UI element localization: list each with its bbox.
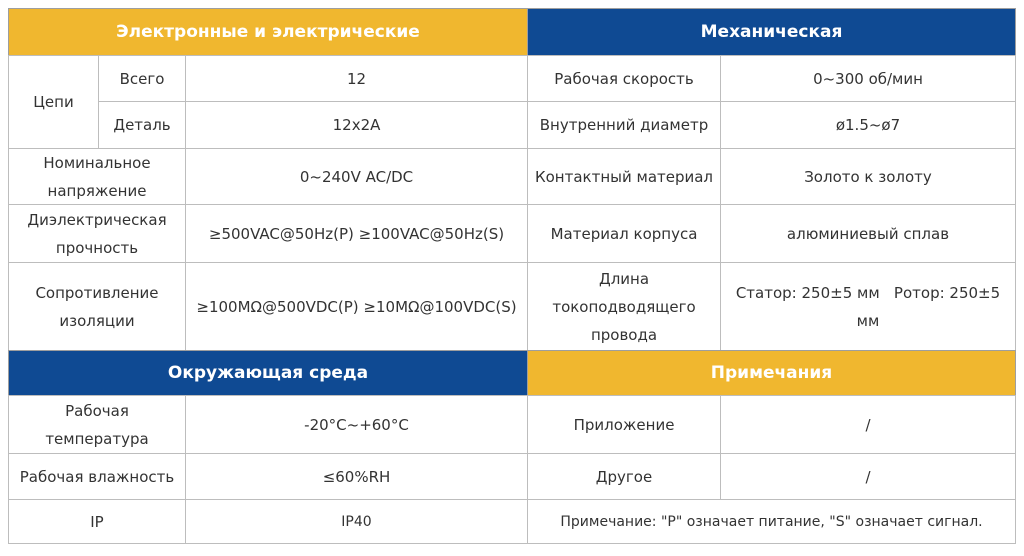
- application-label: Приложение: [527, 395, 721, 454]
- other-value: /: [720, 453, 1016, 500]
- humidity-label: Рабочая влажность: [8, 453, 186, 500]
- voltage-label: Номинальное напряжение: [8, 148, 186, 205]
- ip-value: IP40: [185, 499, 528, 544]
- housing-value: алюминиевый сплав: [720, 204, 1016, 263]
- dielectric-label: Диэлектрическая прочность: [8, 204, 186, 263]
- insulation-label: Сопротивление изоляции: [8, 262, 186, 351]
- insulation-value: ≥100MΩ@500VDC(P) ≥10MΩ@100VDC(S): [185, 262, 528, 351]
- dielectric-value: ≥500VAC@50Hz(P) ≥100VAC@50Hz(S): [185, 204, 528, 263]
- humidity-value: ≤60%RH: [185, 453, 528, 500]
- remark-note: Примечание: "P" означает питание, "S" означает сигнал.: [527, 499, 1016, 544]
- application-value: /: [720, 395, 1016, 454]
- diameter-value: ø1.5~ø7: [720, 101, 1016, 149]
- detail-value: 12x2A: [185, 101, 528, 149]
- electrical-header: Электронные и электрические: [8, 8, 528, 56]
- voltage-value: 0~240V AC/DC: [185, 148, 528, 205]
- total-label: Всего: [98, 55, 186, 102]
- total-value: 12: [185, 55, 528, 102]
- contact-value: Золото к золоту: [720, 148, 1016, 205]
- contact-label: Контактный материал: [527, 148, 721, 205]
- lead-length-value: Статор: 250±5 мм Ротор: 250±5 мм: [720, 262, 1016, 351]
- mechanical-header: Механическая: [527, 8, 1016, 56]
- notes-header: Примечания: [527, 350, 1016, 396]
- spec-table: [8, 8, 1016, 544]
- speed-value: 0~300 об/мин: [720, 55, 1016, 102]
- ip-label: IP: [8, 499, 186, 544]
- speed-label: Рабочая скорость: [527, 55, 721, 102]
- other-label: Другое: [527, 453, 721, 500]
- environment-header: Окружающая среда: [8, 350, 528, 396]
- diameter-label: Внутренний диаметр: [527, 101, 721, 149]
- circuits-label: Цепи: [8, 55, 99, 149]
- housing-label: Материал корпуса: [527, 204, 721, 263]
- temperature-value: -20°C~+60°C: [185, 395, 528, 454]
- detail-label: Деталь: [98, 101, 186, 149]
- lead-length-label: Длина токоподводящего провода: [527, 262, 721, 351]
- temperature-label: Рабочая температура: [8, 395, 186, 454]
